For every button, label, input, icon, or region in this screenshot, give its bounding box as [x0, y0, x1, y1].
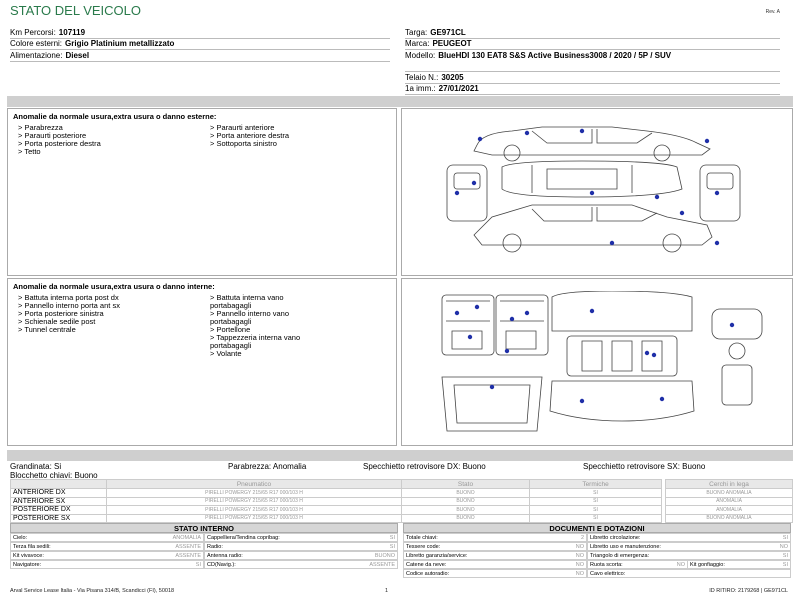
table-row — [11, 497, 662, 506]
registration-row — [405, 84, 780, 96]
footer-company: Arval Service Lease Italia - Via Pisana 314/B, Scandicci (FI), 50018 — [10, 588, 175, 594]
tires-table — [10, 479, 662, 523]
tires-header-row — [11, 480, 662, 489]
state-label: Kit vivavoce: — [13, 553, 44, 559]
tire-position: POSTERIORE DX — [11, 506, 107, 515]
damage-item: > Battuta interna vano — [210, 293, 284, 302]
doc-cell-split — [587, 560, 791, 569]
doc-label: Codice autoradio: — [406, 571, 450, 577]
table-row — [666, 497, 793, 506]
state-cell — [10, 551, 204, 560]
state-value: SI — [389, 544, 395, 550]
column-header: Pneumatico — [107, 480, 402, 489]
tire-winter: SI — [530, 514, 662, 523]
internal-damage-panel — [7, 278, 397, 446]
doc-cell — [403, 533, 587, 542]
state-value: SI — [389, 535, 395, 541]
fuel-row — [10, 50, 390, 62]
state-cell — [204, 542, 398, 551]
tire-model: PIRELLI POWERGY 215/65 R17 000/103 H — [107, 514, 402, 523]
km-label: Km Percorsi: — [10, 27, 56, 37]
brand-row — [405, 39, 780, 51]
state-label: Navigatore: — [13, 562, 42, 568]
state-value: SI — [195, 562, 201, 568]
tire-winter: SI — [530, 489, 662, 498]
km-value: 107119 — [58, 27, 86, 37]
rims-table — [665, 479, 793, 523]
tire-status: BUONO — [402, 514, 530, 523]
doc-value: SI — [782, 535, 788, 541]
state-label: Terza fila sedili: — [13, 544, 51, 550]
color-row — [10, 39, 390, 51]
state-cell — [10, 542, 204, 551]
damage-item: portabagagli — [210, 341, 252, 350]
internal-damage-title: Anomalie da normale usura,extra usura o danno interne: — [13, 282, 215, 291]
tire-status: BUONO — [402, 489, 530, 498]
chassis-value: 30205 — [441, 72, 464, 82]
state-label: CD(Navig.): — [207, 562, 236, 568]
external-diagram-panel — [401, 108, 793, 276]
doc-cell — [587, 569, 791, 578]
model-value: BlueHDI 130 EAT8 S&S Active Business3008 / 2020 / 5P / SUV — [438, 51, 672, 60]
car-diagram-exterior-icon — [432, 117, 762, 269]
table-row — [11, 514, 662, 523]
doc-label: Triangolo di emergenza: — [590, 553, 650, 559]
model-row — [405, 50, 780, 72]
state-cell — [10, 533, 204, 542]
doc-cell — [588, 561, 688, 568]
damage-item: > Porta posteriore sinistra — [18, 309, 104, 318]
doc-label: Cavo elettrico: — [590, 571, 626, 577]
internal-state-grid — [10, 533, 398, 569]
vehicle-info-left — [10, 27, 390, 62]
doc-cell — [587, 542, 791, 551]
state-label: Antenna radio: — [207, 553, 243, 559]
plate-label: Targa: — [405, 27, 428, 37]
doc-label: Libretto garanzia/service: — [406, 553, 468, 559]
damage-markers — [455, 129, 719, 245]
state-value: ASSENTE — [369, 562, 395, 568]
fuel-value: Diesel — [65, 50, 90, 60]
damage-item: portabagagli — [210, 301, 252, 310]
state-value: ASSENTE — [175, 553, 201, 559]
damage-item: > Paraurti anteriore — [210, 123, 275, 132]
documents-section — [403, 523, 791, 578]
doc-cell — [403, 542, 587, 551]
damage-item: > Sottoporta sinistro — [210, 139, 277, 148]
documents-grid — [403, 533, 791, 578]
state-cell — [10, 560, 204, 569]
doc-value: NO — [575, 571, 584, 577]
damage-item: > Tunnel centrale — [18, 325, 76, 334]
registration-label: 1a imm.: — [405, 84, 436, 93]
chassis-row — [405, 72, 780, 84]
column-header — [11, 480, 107, 489]
tire-winter: SI — [530, 497, 662, 506]
external-damage-list-2 — [210, 124, 289, 148]
tire-model: PIRELLI POWERGY 215/65 R17 000/103 H — [107, 497, 402, 506]
damage-item: > Tappezzeria interna vano — [210, 333, 301, 342]
state-value: ANOMALIA — [172, 535, 201, 541]
table-row — [666, 514, 793, 523]
column-header: Termiche — [530, 480, 662, 489]
state-label: Cielo: — [13, 535, 28, 541]
plate-value: GE971CL — [430, 27, 466, 37]
internal-damage-list-1 — [18, 294, 120, 334]
page-title: STATO DEL VEICOLO — [10, 3, 141, 18]
state-cell — [204, 551, 398, 560]
internal-state-section — [10, 523, 398, 569]
model-label: Modello: — [405, 51, 436, 60]
damage-item: > Pannello interno porta ant sx — [18, 301, 120, 310]
doc-value: NO — [779, 544, 788, 550]
vehicle-summary — [10, 462, 790, 480]
windshield-status: Parabrezza: Anomalia — [228, 462, 307, 471]
state-label: Cappelliera/Tendina copribag: — [207, 535, 280, 541]
vehicle-info-right — [405, 27, 780, 95]
state-value: ASSENTE — [175, 544, 201, 550]
doc-value: 2 — [580, 535, 584, 541]
damage-item: > Porta anteriore destra — [210, 131, 290, 140]
km-row — [10, 27, 390, 39]
doc-cell — [403, 551, 587, 560]
color-value: Grigio Platinium metallizzato — [65, 39, 175, 48]
damage-item: > Paraurti posteriore — [18, 131, 87, 140]
external-damage-title: Anomalie da normale usura,extra usura o danno esterne: — [13, 112, 217, 121]
tire-position: ANTERIORE SX — [11, 497, 107, 506]
footer-id: ID RITIRO: 2179268 | GE971CL — [709, 588, 788, 594]
damage-item: portabagagli — [210, 317, 252, 326]
damage-item: > Pannello interno vano — [210, 309, 290, 318]
rim-status: ANOMALIA — [666, 506, 793, 515]
damage-item: > Porta posteriore destra — [18, 139, 101, 148]
damage-item: > Portellone — [210, 325, 251, 334]
doc-value: NO — [575, 562, 584, 568]
key-lock-status: Blocchetto chiavi: Buono — [10, 471, 98, 480]
doc-value: SI — [782, 553, 788, 559]
damage-item: > Tetto — [18, 147, 41, 156]
documents-title: DOCUMENTI E DOTAZIONI — [403, 523, 791, 533]
brand-label: Marca: — [405, 39, 430, 48]
doc-value: NO — [575, 553, 584, 559]
tire-winter: SI — [530, 506, 662, 515]
rims-header-row — [666, 480, 793, 489]
plate-row — [405, 27, 780, 39]
internal-state-title: STATO INTERNO — [10, 523, 398, 533]
fuel-label: Alimentazione: — [10, 50, 63, 60]
damage-item: > Schienale sedile post — [18, 317, 96, 326]
internal-diagram-panel — [401, 278, 793, 446]
doc-label: Kit gonfiaggio: — [690, 562, 725, 568]
doc-label: Totale chiavi: — [406, 535, 438, 541]
doc-cell — [587, 533, 791, 542]
doc-cell — [403, 569, 587, 578]
table-row — [11, 506, 662, 515]
doc-label: Ruota scorta: — [590, 562, 623, 568]
damage-item: > Volante — [210, 349, 242, 358]
doc-cell — [587, 551, 791, 560]
internal-damage-list-2 — [210, 294, 300, 358]
tire-model: PIRELLI POWERGY 215/65 R17 000/103 H — [107, 506, 402, 515]
column-header: Stato — [402, 480, 530, 489]
external-damage-list-1 — [18, 124, 101, 156]
damage-item: > Parabrezza — [18, 123, 63, 132]
tire-model: PIRELLI POWERGY 215/65 R17 000/103 H — [107, 489, 402, 498]
state-cell — [204, 533, 398, 542]
damage-item: > Battuta interna porta post dx — [18, 293, 119, 302]
tire-position: POSTERIORE SX — [11, 514, 107, 523]
table-row — [666, 489, 793, 498]
tire-status: BUONO — [402, 497, 530, 506]
doc-cell — [403, 560, 587, 569]
mirror-dx-status: Specchietto retrovisore DX: Buono — [363, 462, 486, 471]
doc-label: Libretto uso e manutenzione: — [590, 544, 661, 550]
table-row — [666, 506, 793, 515]
tire-status: BUONO — [402, 506, 530, 515]
rim-status: ANOMALIA — [666, 497, 793, 506]
doc-label: Libretto circolazione: — [590, 535, 641, 541]
hail-status: Grandinata: Si — [10, 462, 62, 471]
doc-value: NO — [575, 544, 584, 550]
car-diagram-interior-icon — [432, 291, 782, 441]
color-label: Colore esterni: — [10, 39, 63, 48]
doc-value: NO — [676, 562, 685, 568]
external-damage-panel — [7, 108, 397, 276]
state-cell — [204, 560, 398, 569]
chassis-label: Telaio N.: — [405, 72, 439, 82]
table-row — [11, 489, 662, 498]
tire-position: ANTERIORE DX — [11, 489, 107, 498]
doc-cell — [688, 561, 790, 568]
registration-value: 27/01/2021 — [438, 84, 479, 93]
section-divider — [7, 96, 793, 107]
rim-status: BUONO ANOMALIA — [666, 489, 793, 498]
revision-label: Rev. A — [765, 9, 780, 15]
state-value: BUONO — [374, 553, 395, 559]
rim-status: BUONO ANOMALIA — [666, 514, 793, 523]
doc-label: Catene da neve: — [406, 562, 447, 568]
brand-value: PEUGEOT — [432, 39, 472, 48]
section-divider — [7, 450, 793, 461]
doc-value: SI — [782, 562, 788, 568]
state-label: Radio: — [207, 544, 223, 550]
column-header: Cerchi in lega — [666, 480, 793, 489]
mirror-sx-status: Specchietto retrovisore SX: Buono — [583, 462, 706, 471]
doc-label: Tessere code: — [406, 544, 441, 550]
footer-page-number: 1 — [385, 588, 389, 594]
